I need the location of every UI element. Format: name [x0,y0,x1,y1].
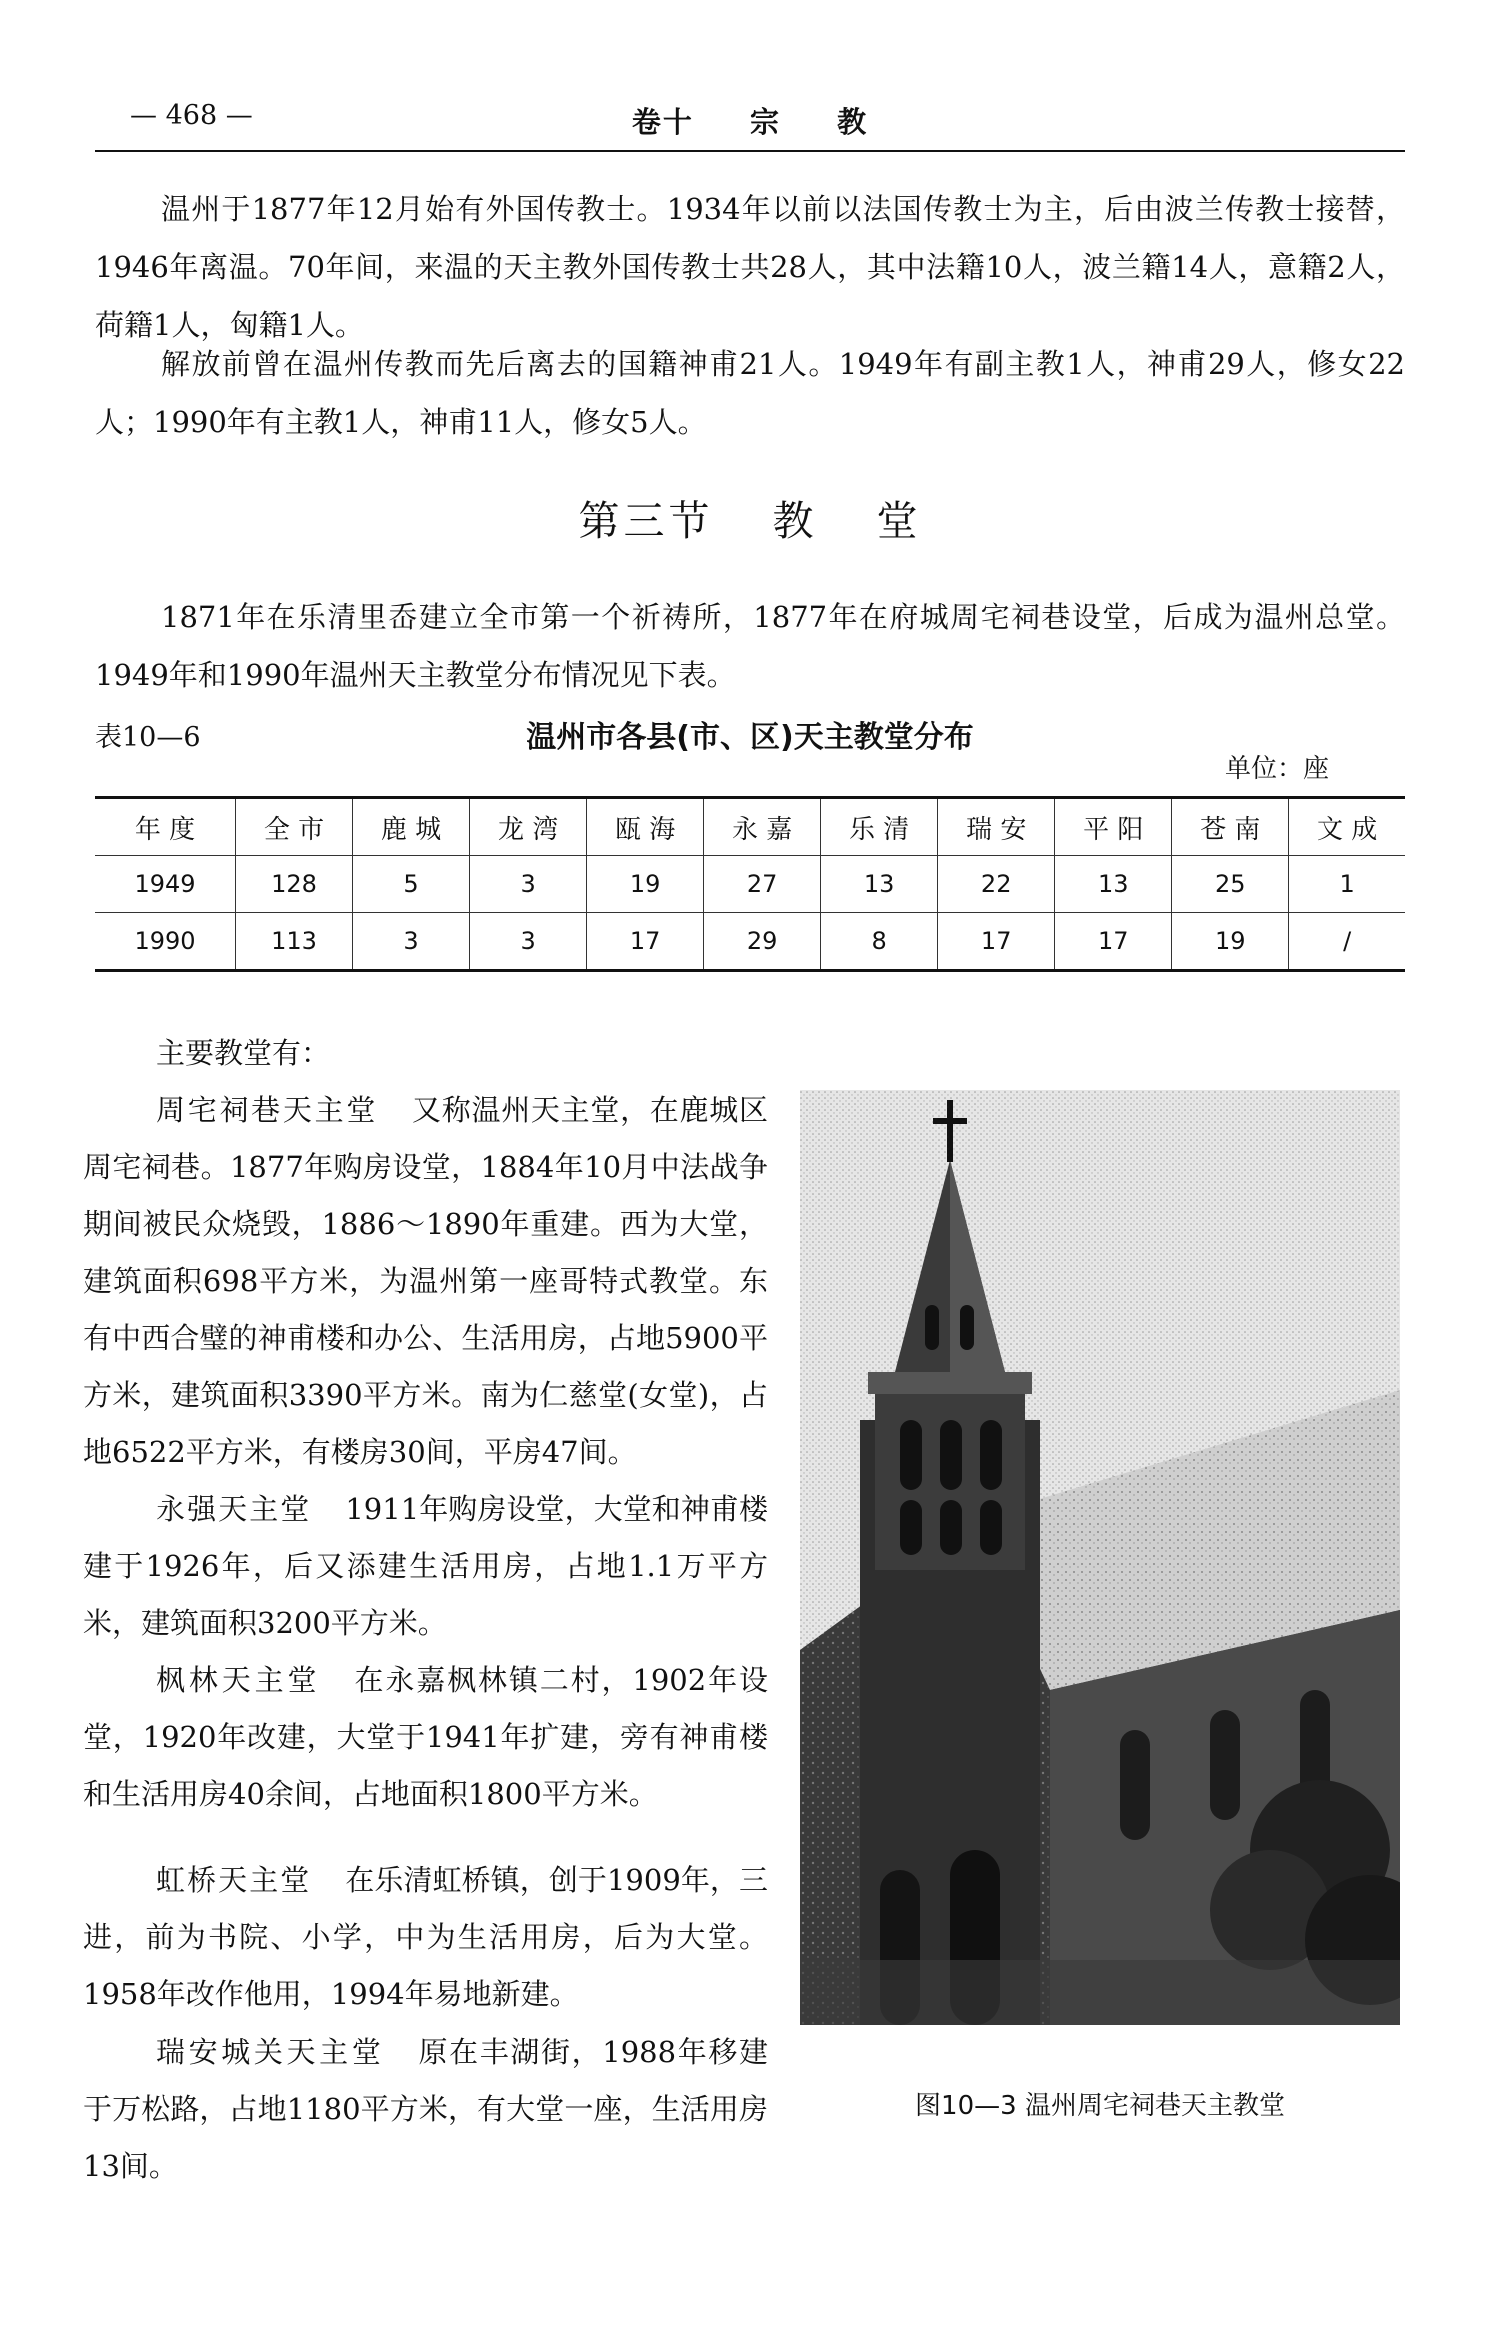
header-cell: 乐 清 [821,798,938,856]
table-cell: 3 [470,913,587,971]
header-cell: 苍 南 [1172,798,1289,856]
table-cell: 13 [821,856,938,913]
table-cell: 8 [821,913,938,971]
table-cell: 1949 [95,856,236,913]
table-title: 温州市各县(市、区)天主教堂分布 [526,720,974,755]
table-header-row [95,798,1405,856]
table-cell: 13 [1055,856,1172,913]
table-cell: 19 [1172,913,1289,971]
table-row [95,913,1405,971]
church-description: 原在丰湖街，1988年移建于万松路，占地1180平方米，有大堂一座，生活用房13间。 [83,2035,768,2183]
table-cell: 17 [938,913,1055,971]
table-cell: 3 [353,913,470,971]
section-title: 第三节 教 堂 [578,497,922,545]
table-cell: 113 [236,913,353,971]
church-name: 永强天主堂 [156,1492,312,1526]
header-cell: 瓯 海 [587,798,704,856]
church-entry-ruian [83,2024,768,2195]
header-cell: 年 度 [95,798,236,856]
header-cell: 龙 湾 [470,798,587,856]
church-distribution-table [95,796,1405,972]
church-description: 在乐清虹桥镇，创于1909年，三进，前为书院、小学，中为生活用房，后为大堂。1958年改作他用，1994年易地新建。 [83,1863,768,2011]
church-entry-zhouzhaici [83,1082,768,1481]
church-name: 瑞安城关天主堂 [156,2035,385,2069]
church-description: 1911年购房设堂，大堂和神甫楼建于1926年，后又添建生活用房，占地1.1万平方米，建筑面积3200平方米。 [83,1492,768,1640]
table-cell: 17 [587,913,704,971]
table-cell: 19 [587,856,704,913]
intro-paragraph-1: 温州于1877年12月始有外国传教士。1934年以前以法国传教士为主，后由波兰传教士接替，1946年离温。70年间，来温的天主教外国传教士共28人，其中法籍10人，波兰籍14人，意籍2人，荷籍1人，匈籍1人。 [95,192,1405,342]
table-number: 表10—6 [95,722,201,753]
table-cell: 25 [1172,856,1289,913]
top-rule [95,150,1405,152]
church-name: 周宅祠巷天主堂 [156,1093,379,1127]
church-photo [800,1090,1400,2025]
header-cell: 全 市 [236,798,353,856]
figure-caption: 图10—3 温州周宅祠巷天主教堂 [915,2091,1285,2121]
church-entry-hongqiao [83,1852,768,2023]
table-cell: 17 [1055,913,1172,971]
table-row [95,856,1405,913]
header-cell: 文 成 [1289,798,1405,856]
table-cell: 1 [1289,856,1405,913]
header-cell: 瑞 安 [938,798,1055,856]
table-cell: 3 [470,856,587,913]
intro-paragraph-2: 解放前曾在温州传教而先后离去的国籍神甫21人。1949年有副主教1人，神甫29人，修女22人；1990年有主教1人，神甫11人，修女5人。 [95,347,1405,439]
header-cell: 永 嘉 [704,798,821,856]
table-cell: 29 [704,913,821,971]
table-cell: / [1289,913,1405,971]
gothic-church-illustration [800,1090,1400,2025]
page-number: — 468 — [130,100,253,131]
section-intro: 1871年在乐清里岙建立全市第一个祈祷所，1877年在府城周宅祠巷设堂，后成为温州总堂。1949年和1990年温州天主教堂分布情况见下表。 [95,600,1405,692]
church-name: 虹桥天主堂 [156,1863,312,1897]
table-cell: 22 [938,856,1055,913]
table-cell: 1990 [95,913,236,971]
church-name: 枫林天主堂 [156,1663,321,1697]
church-entry-fenglin [83,1652,768,1823]
main-churches-intro: 主要教堂有： [156,1036,331,1070]
church-entry-yongqiang [83,1481,768,1652]
table-cell: 128 [236,856,353,913]
header-cell: 鹿 城 [353,798,470,856]
church-description: 在永嘉枫林镇二村，1902年设堂，1920年改建，大堂于1941年扩建，旁有神甫楼和生活用房40余间，占地面积1800平方米。 [83,1663,768,1811]
table-unit: 单位：座 [1225,754,1330,784]
table-cell: 5 [353,856,470,913]
table-cell: 27 [704,856,821,913]
running-title: 卷十 宗 教 [631,105,869,139]
church-description: 又称温州天主堂，在鹿城区周宅祠巷。1877年购房设堂，1884年10月中法战争期间被民众烧毁，1886～1890年重建。西为大堂，建筑面积698平方米，为温州第一座哥特式教堂。东有中西合璧的神甫楼和办公、生活用房，占地5900平方米，建筑面积3390平方米。南为仁慈堂(女堂)，占地6522平方米，有楼房30间，平房47间。 [83,1093,768,1469]
header-cell: 平 阳 [1055,798,1172,856]
